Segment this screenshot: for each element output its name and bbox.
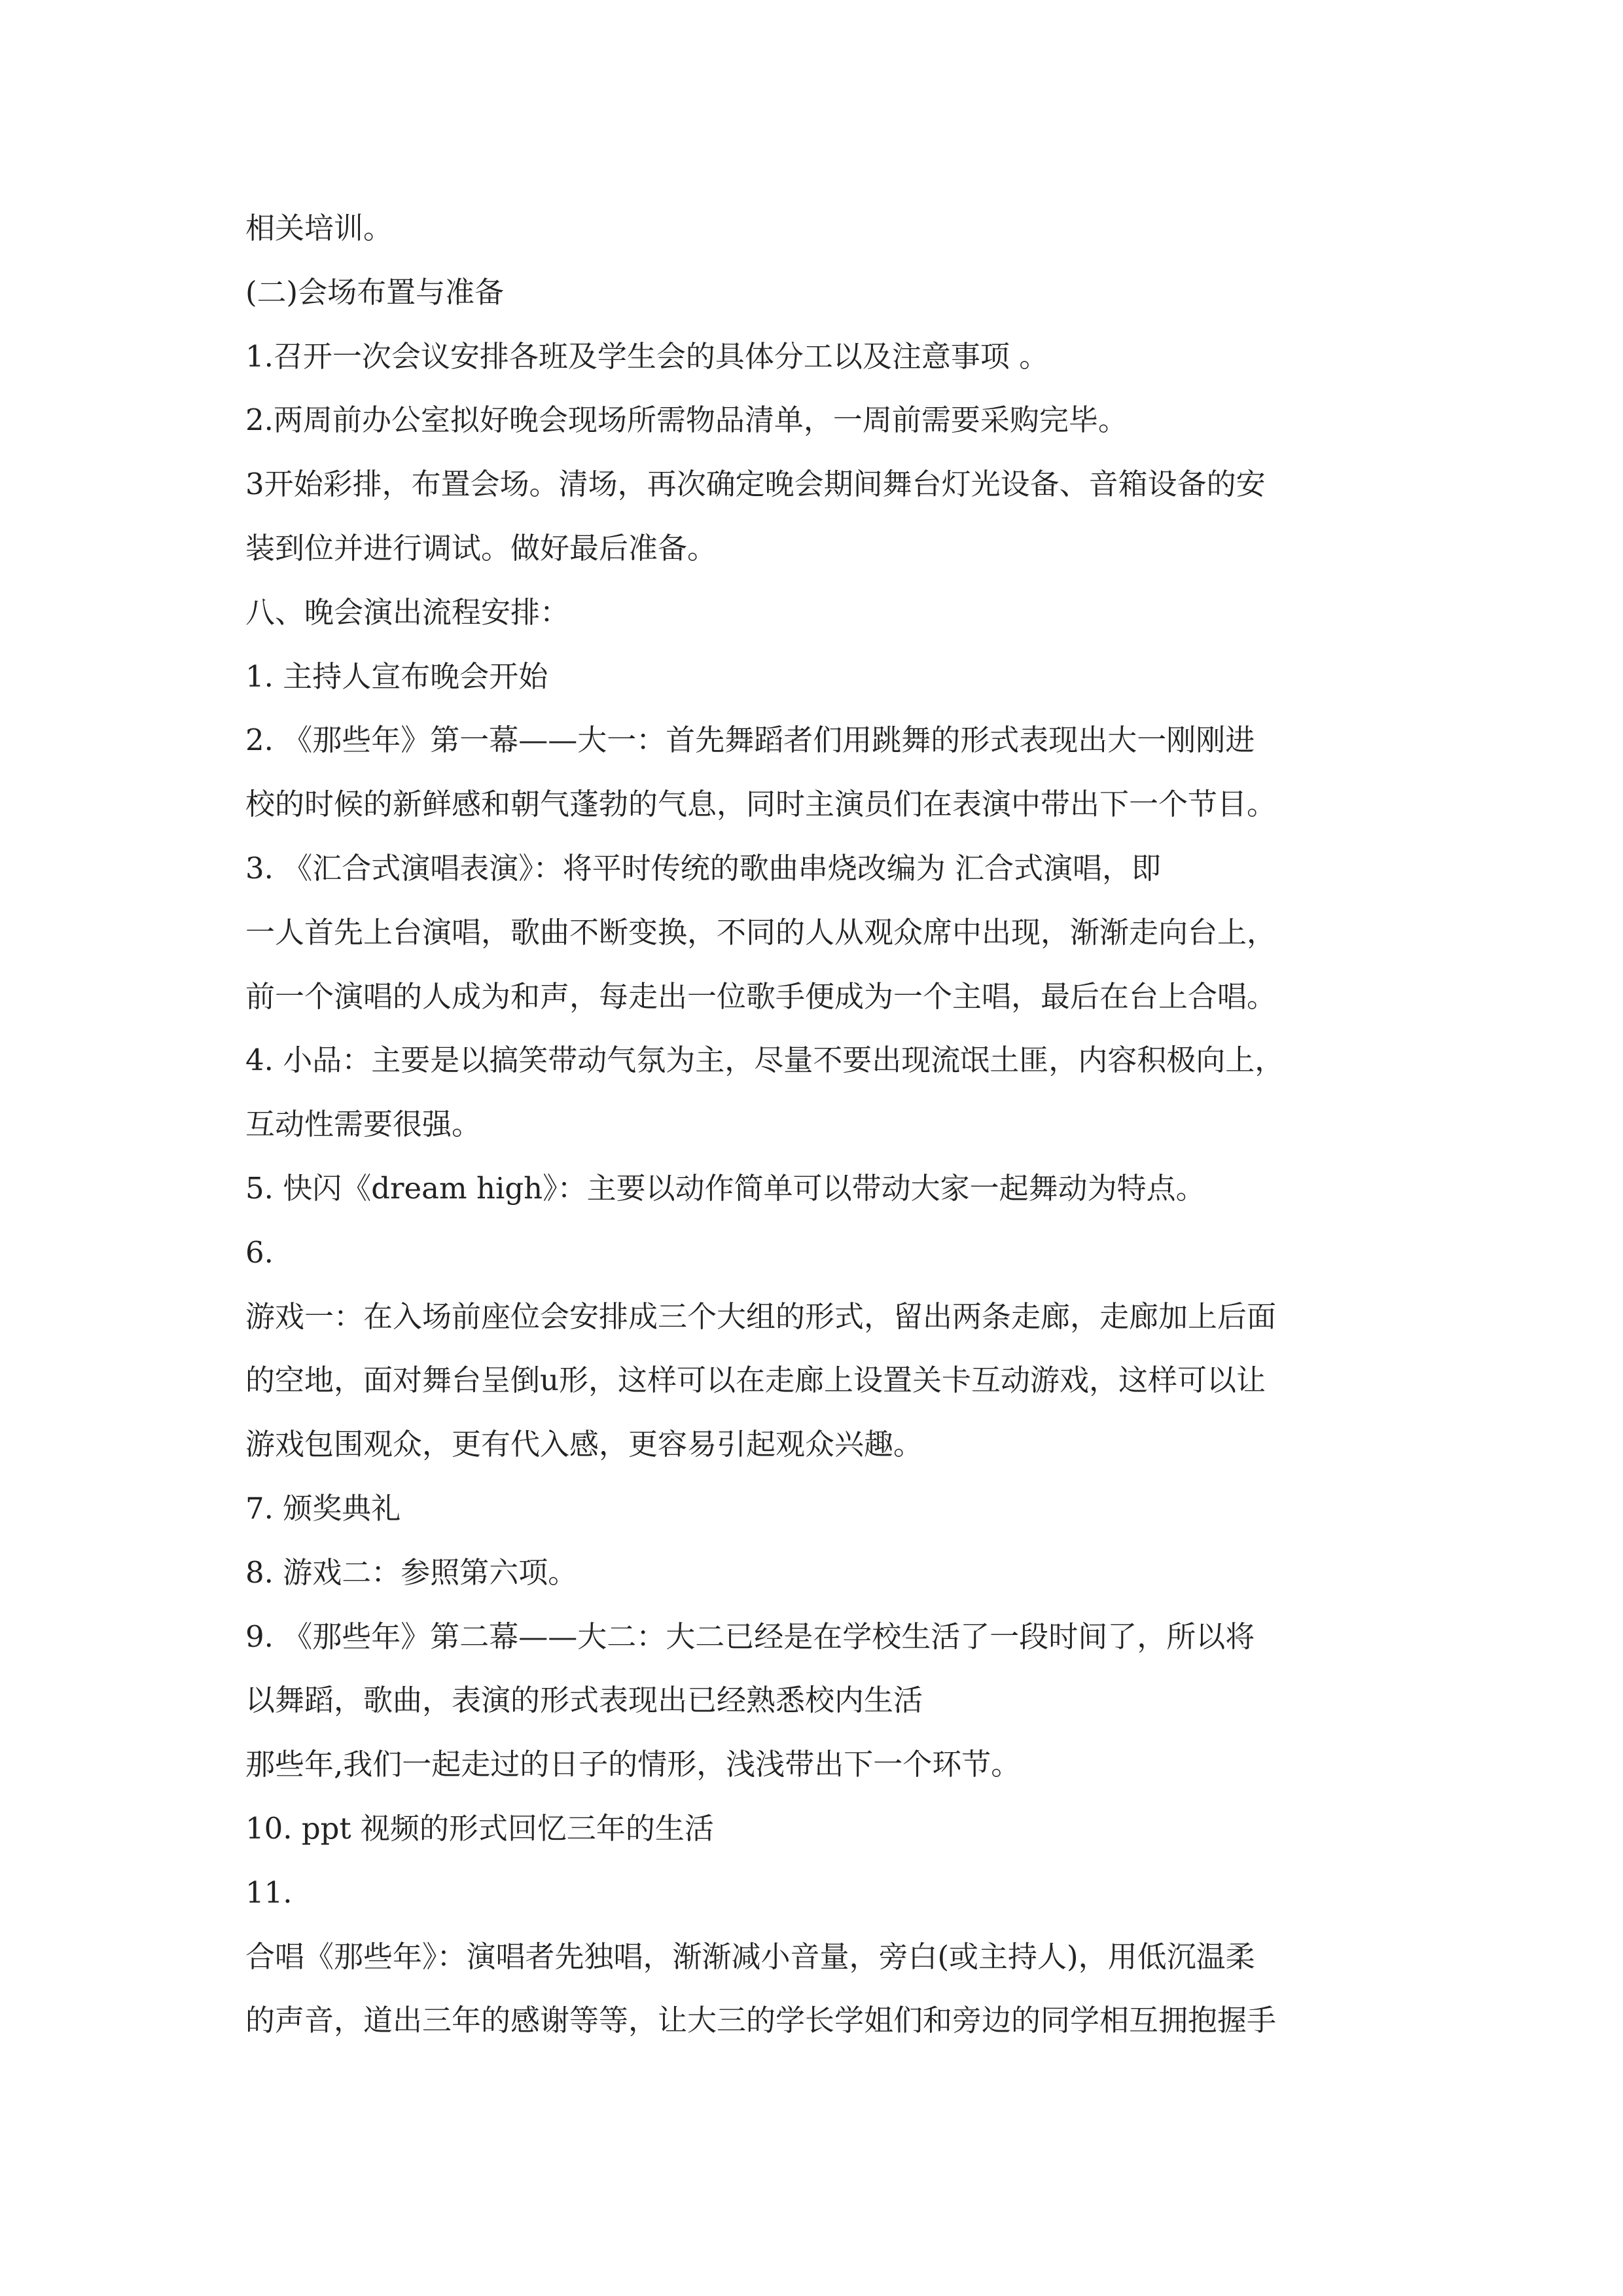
text-line: 以舞蹈，歌曲，表演的形式表现出已经熟悉校内生活 xyxy=(245,1683,923,1718)
text-line: 2.两周前办公室拟好晚会现场所需物品清单，一周前需要采购完毕。 xyxy=(245,403,1128,438)
text-line: 1. 主持人宣布晚会开始 xyxy=(245,658,548,694)
text-line: 游戏一：在入场前座位会安排成三个大组的形式，留出两条走廊，走廊加上后面 xyxy=(245,1299,1277,1334)
text-line: 游戏包围观众，更有代入感，更容易引起观众兴趣。 xyxy=(245,1427,923,1462)
text-line: 的空地，面对舞台呈倒u形，这样可以在走廊上设置关卡互动游戏，这样可以让 xyxy=(245,1363,1266,1398)
text-line: 5. 快闪《dream high》：主要以动作简单可以带动大家一起舞动为特点。 xyxy=(245,1170,1205,1206)
text-line: 10. ppt 视频的形式回忆三年的生活 xyxy=(245,1810,714,1846)
text-line: 11. xyxy=(245,1874,293,1910)
text-line: 合唱《那些年》：演唱者先独唱，渐渐减小音量，旁白(或主持人)，用低沉温柔 xyxy=(245,1939,1255,1974)
text-line: 前一个演唱的人成为和声，每走出一位歌手便成为一个主唱，最后在台上合唱。 xyxy=(245,978,1277,1014)
text-line: 那些年,我们一起走过的日子的情形，浅浅带出下一个环节。 xyxy=(245,1747,1021,1782)
text-line: 7. 颁奖典礼 xyxy=(245,1490,401,1526)
text-line: 相关培训。 xyxy=(245,211,393,245)
text-line: 4. 小品：主要是以搞笑带动气氛为主，尽量不要出现流氓土匪，内容积极向上， xyxy=(245,1043,1285,1078)
document-body xyxy=(245,196,1397,2053)
text-line: 的声音，道出三年的感谢等等，让大三的学长学姐们和旁边的同学相互拥抱握手 xyxy=(245,2003,1277,2038)
text-line: 一人首先上台演唱，歌曲不断变换，不同的人从观众席中出现，渐渐走向台上， xyxy=(245,914,1277,950)
text-line: 3. 《汇合式演唱表演》：将平时传统的歌曲串烧改编为 汇合式演唱，即 xyxy=(245,850,1162,886)
text-line: 3开始彩排，布置会场。清场，再次确定晚会期间舞台灯光设备、音箱设备的安 xyxy=(245,467,1266,502)
text-line: 校的时候的新鲜感和朝气蓬勃的气息，同时主演员们在表演中带出下一个节目。 xyxy=(245,787,1277,822)
text-line: 互动性需要很强。 xyxy=(245,1107,482,1142)
section-heading: 八、晚会演出流程安排： xyxy=(245,594,570,630)
text-line: 2. 《那些年》第一幕——大一：首先舞蹈者们用跳舞的形式表现出大一刚刚进 xyxy=(245,723,1255,758)
section-heading: (二)会场布置与准备 xyxy=(245,274,505,310)
text-line: 8. 游戏二：参照第六项。 xyxy=(245,1554,578,1590)
text-line: 1.召开一次会议安排各班及学生会的具体分工以及注意事项 。 xyxy=(245,338,1049,374)
text-line: 装到位并进行调试。做好最后准备。 xyxy=(245,530,717,565)
text-line: 6. xyxy=(245,1234,274,1270)
text-line: 9. 《那些年》第二幕——大二：大二已经是在学校生活了一段时间了，所以将 xyxy=(245,1619,1255,1654)
